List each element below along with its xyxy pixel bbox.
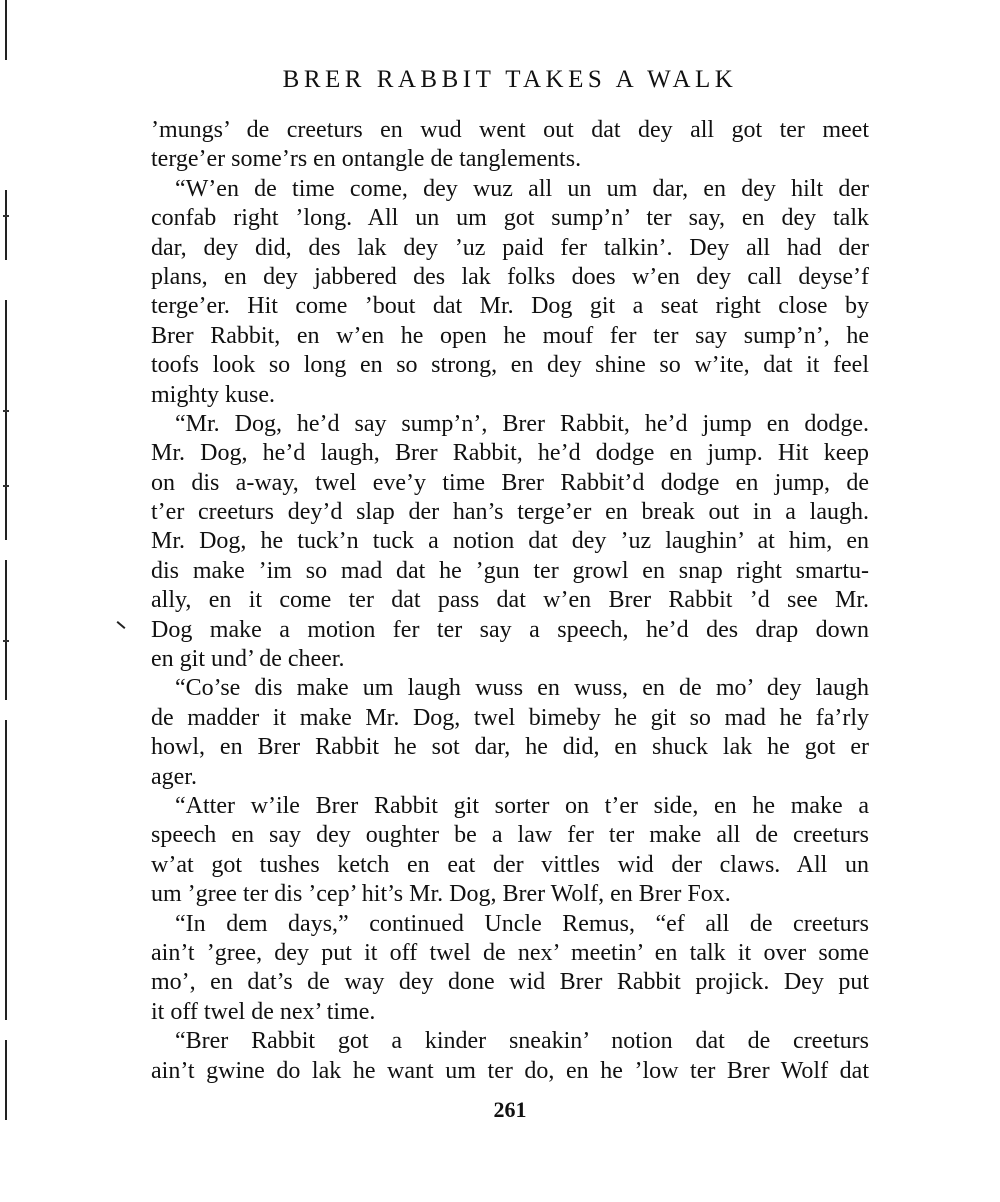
gutter-mark — [5, 1040, 7, 1120]
text-line: “Mr. Dog, he’d say sump’n’, Brer Rabbit, he’d jump en dodge. — [175, 410, 869, 437]
gutter-speck — [3, 640, 9, 642]
text-line: ain’t ’gree, dey put it off twel de nex’ meetin’ en talk it over some — [151, 939, 869, 966]
text-line: “W’en de time come, dey wuz all un um dar, en dey hilt der — [175, 175, 869, 202]
text-line: de madder it make Mr. Dog, twel bimeby he git so mad he fa’rly — [151, 704, 869, 731]
text-line: terge’er. Hit come ’bout dat Mr. Dog git a seat right close by — [151, 293, 869, 320]
text-line: “Co’se dis make um laugh wuss en wuss, en de mo’ dey laugh — [175, 675, 869, 702]
text-line: “Brer Rabbit got a kinder sneakin’ notion dat de creeturs — [175, 1028, 869, 1055]
text-line: Mr. Dog, he tuck’n tuck a notion dat dey ’uz laughin’ at him, en — [151, 528, 869, 555]
text-line: plans, en dey jabbered des lak folks does w’en dey call deyse’f — [151, 263, 869, 290]
text-line: howl, en Brer Rabbit he sot dar, he did, en shuck lak he got er — [151, 734, 869, 761]
gutter-mark — [5, 560, 7, 700]
text-line: mo’, en dat’s de way dey done wid Brer Rabbit projick. Dey put — [151, 969, 869, 996]
gutter-speck — [3, 410, 9, 412]
gutter-speck — [3, 215, 9, 217]
text-line: Mr. Dog, he’d laugh, Brer Rabbit, he’d dodge en jump. Hit keep — [151, 440, 869, 467]
gutter-mark — [5, 0, 7, 60]
text-line: toofs look so long en so strong, en dey shine so w’ite, dat it feel — [151, 352, 869, 379]
text-line: dar, dey did, des lak dey ’uz paid fer talkin’. Dey all had der — [151, 234, 869, 261]
text-line: “Atter w’ile Brer Rabbit git sorter on t’er side, en he make a — [175, 792, 869, 819]
text-line: Dog make a motion fer ter say a speech, he’d des drap down — [151, 616, 869, 643]
running-head: BRER RABBIT TAKES A WALK — [282, 66, 738, 93]
page-number: 261 — [493, 1097, 527, 1122]
text-line: speech en say dey oughter be a law fer ter make all de creeturs — [151, 822, 869, 849]
text-line: ager. — [151, 763, 197, 790]
text-line: dis make ’im so mad dat he ’gun ter growl en snap right smartu- — [151, 557, 869, 584]
text-line: on dis a-way, twel eve’y time Brer Rabbit’d dodge en jump, de — [151, 469, 869, 496]
gutter-mark — [5, 300, 7, 540]
text-line: mighty kuse. — [151, 381, 275, 408]
text-line: ain’t gwine do lak he want um ter do, en he ’low ter Brer Wolf dat — [151, 1057, 869, 1084]
gutter-mark — [5, 720, 7, 1020]
stray-ink-mark — [117, 621, 126, 629]
gutter-mark — [5, 190, 7, 260]
text-line: ’mungs’ de creeturs en wud went out dat dey all got ter meet — [151, 117, 869, 143]
text-line: ally, en it come ter dat pass dat w’en Brer Rabbit ’d see Mr. — [151, 587, 869, 614]
text-line: “In dem days,” continued Uncle Remus, “ef all de creeturs — [175, 910, 869, 937]
binding-gutter — [0, 0, 16, 1202]
text-line: um ’gree ter dis ’cep’ hit’s Mr. Dog, Brer Wolf, en Brer Fox. — [151, 881, 731, 908]
text-line: t’er creeturs dey’d slap der han’s terge’er en break out in a laugh. — [151, 499, 869, 526]
text-line: en git und’ de cheer. — [151, 646, 345, 673]
text-line: Brer Rabbit, en w’en he open he mouf fer ter say sump’n’, he — [151, 322, 869, 349]
text-line: confab right ’long. All un um got sump’n’ ter say, en dey talk — [151, 205, 869, 232]
text-line: it off twel de nex’ time. — [151, 998, 376, 1025]
text-line: w’at got tushes ketch en eat der vittles wid der claws. All un — [151, 851, 869, 878]
body-text — [151, 116, 869, 1086]
gutter-speck — [3, 485, 9, 487]
text-line: terge’er some’rs en ontangle de tanglements. — [151, 146, 582, 173]
